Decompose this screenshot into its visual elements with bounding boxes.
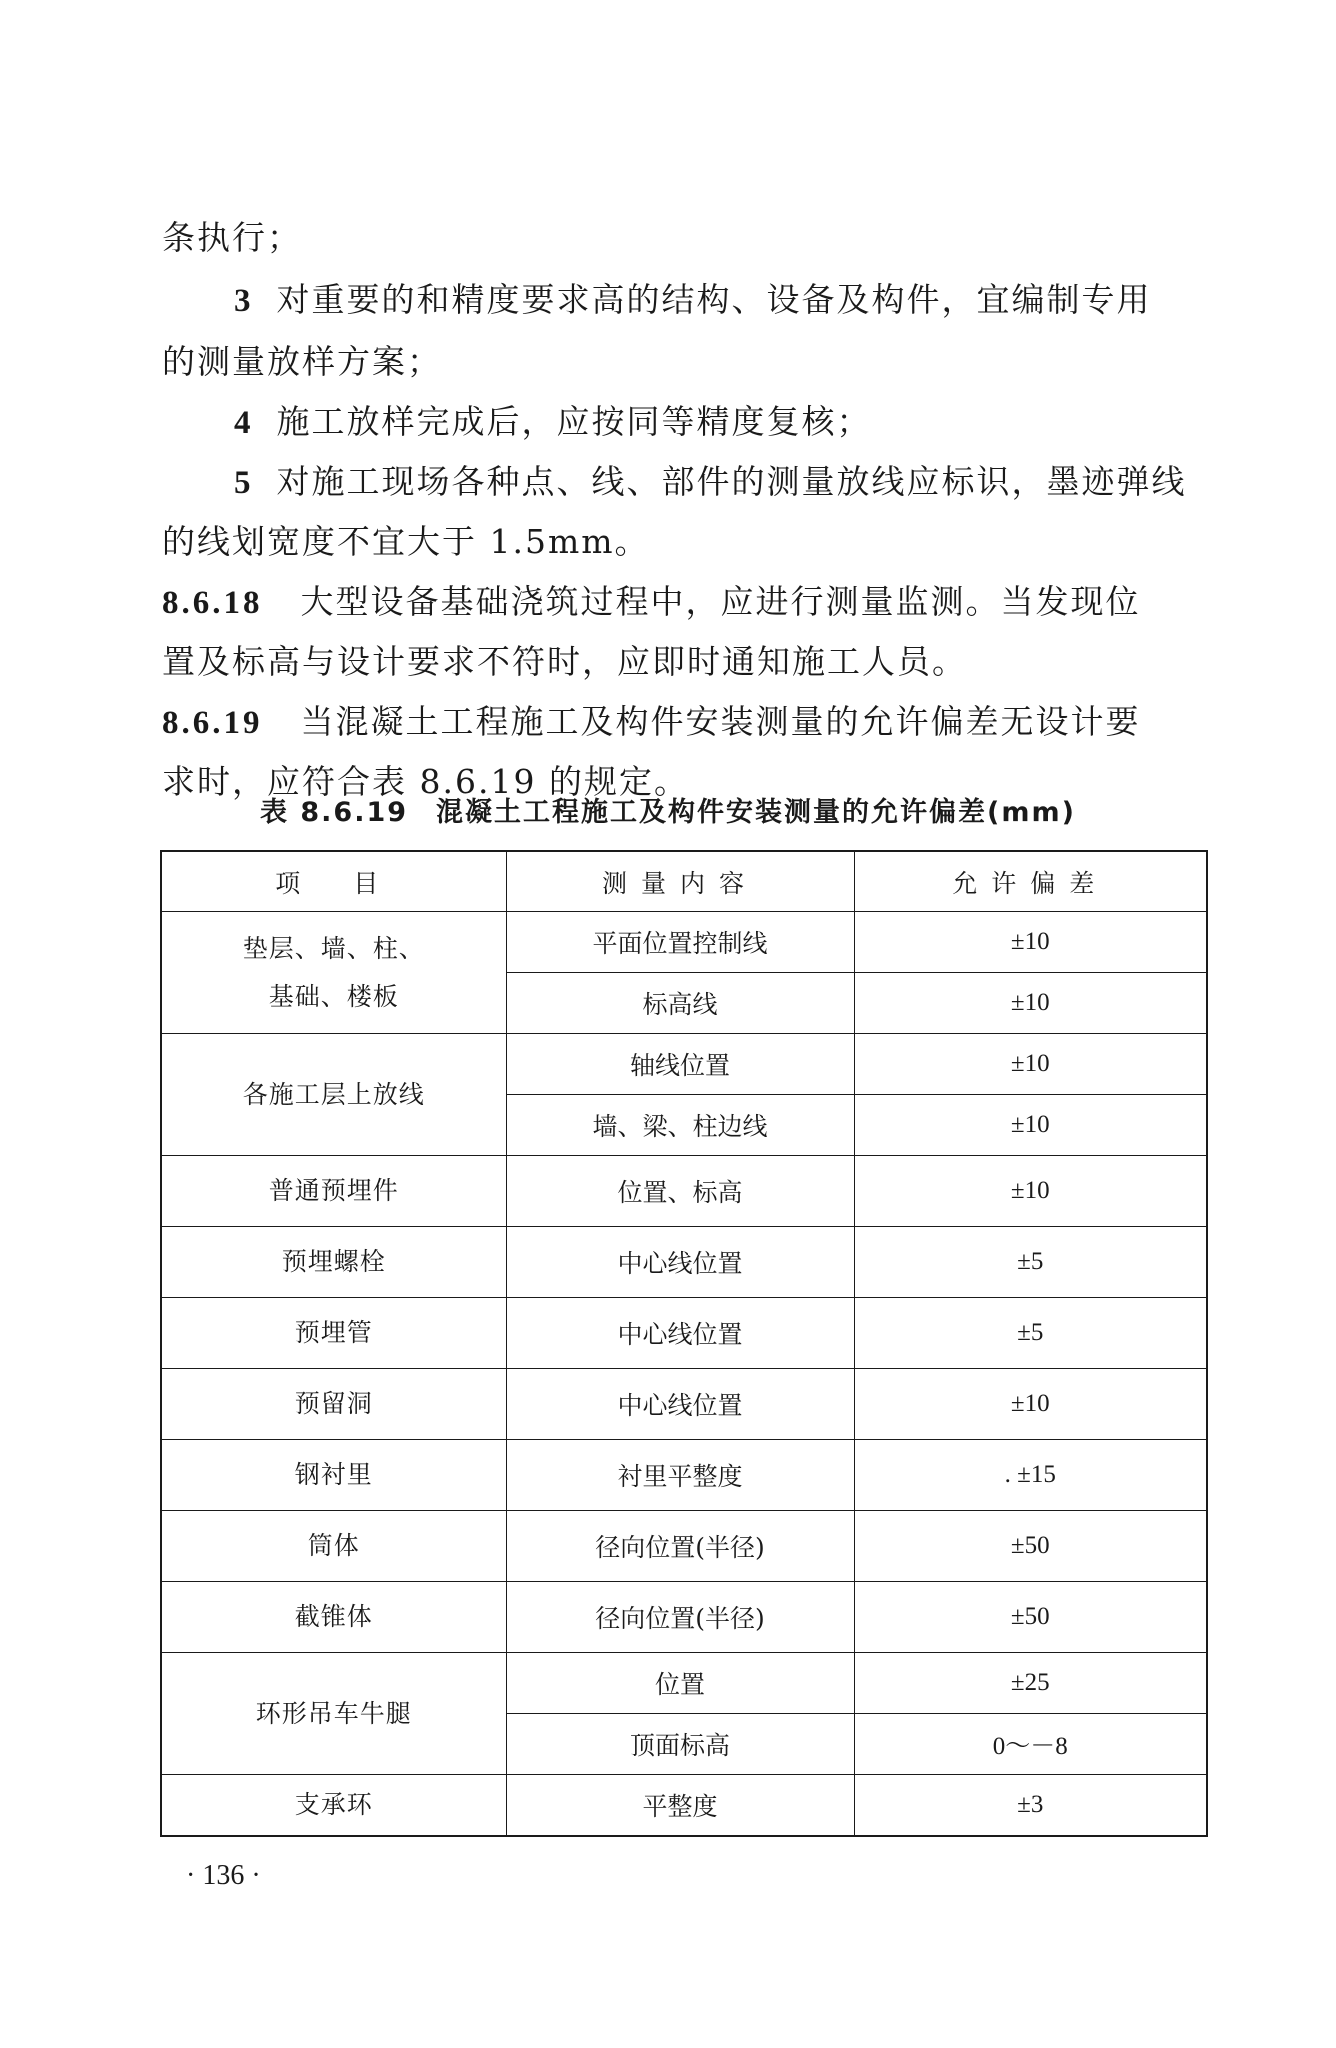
table-row	[161, 1156, 1207, 1227]
table-row	[161, 1298, 1207, 1369]
text-line-1: 条执行；	[162, 218, 302, 257]
table-row	[161, 1582, 1207, 1653]
table-row	[161, 912, 1207, 973]
content-cell: 标高线	[506, 973, 854, 1034]
item-cell: 预埋螺栓	[161, 1227, 506, 1298]
item-cell: 环形吊车牛腿	[161, 1653, 506, 1775]
content-cell: 平整度	[506, 1775, 854, 1837]
item-cell: 普通预埋件	[161, 1156, 506, 1227]
table-row	[161, 1653, 1207, 1714]
item-5: 5 对施工现场各种点、线、部件的测量放线应标识，墨迹弹线	[234, 462, 1187, 501]
content-cell: 径向位置(半径)	[506, 1582, 854, 1653]
table-row	[161, 1775, 1207, 1837]
content-cell: 墙、梁、柱边线	[506, 1095, 854, 1156]
clause-8-6-18-number: 8.6.18	[162, 585, 263, 621]
tolerance-cell: ±25	[854, 1653, 1207, 1714]
tolerance-cell: 0～－8	[854, 1714, 1207, 1775]
content-cell: 衬里平整度	[506, 1440, 854, 1511]
content-cell: 平面位置控制线	[506, 912, 854, 973]
table-row	[161, 1511, 1207, 1582]
content-cell: 顶面标高	[506, 1714, 854, 1775]
content-cell: 位置	[506, 1653, 854, 1714]
clause-8-6-19: 8.6.19 当混凝土工程施工及构件安装测量的允许偏差无设计要	[162, 702, 1141, 741]
item-cell: 支承环	[161, 1775, 506, 1837]
table-caption: 混凝土工程施工及构件安装测量的允许偏差(mm)	[436, 797, 1076, 828]
tolerance-cell: ±10	[854, 973, 1207, 1034]
item-cell: 垫层、墙、柱、 基础、楼板	[161, 912, 506, 1034]
tolerance-cell: ±3	[854, 1775, 1207, 1837]
content-cell: 轴线位置	[506, 1034, 854, 1095]
tolerance-cell: ±50	[854, 1511, 1207, 1582]
table-row	[161, 1369, 1207, 1440]
tolerance-cell: ±10	[854, 1095, 1207, 1156]
content-cell: 位置、标高	[506, 1156, 854, 1227]
content-cell: 中心线位置	[506, 1298, 854, 1369]
header-tolerance: 允许偏差	[854, 851, 1207, 912]
content-cell: 中心线位置	[506, 1227, 854, 1298]
tolerance-cell: ±50	[854, 1582, 1207, 1653]
table-row	[161, 1227, 1207, 1298]
item-cell: 预埋管	[161, 1298, 506, 1369]
tolerance-cell: ±10	[854, 1156, 1207, 1227]
table-number: 表 8.6.19	[259, 797, 409, 828]
item-4: 4 施工放样完成后，应按同等精度复核；	[234, 402, 872, 441]
item-cell: 预留洞	[161, 1369, 506, 1440]
table-row	[161, 1440, 1207, 1511]
item-3-number: 3	[234, 283, 253, 319]
tolerance-cell: ±10	[854, 1034, 1207, 1095]
clause-8-6-18: 8.6.18 大型设备基础浇筑过程中，应进行测量监测。当发现位	[162, 582, 1141, 621]
content-cell: 中心线位置	[506, 1369, 854, 1440]
tolerance-cell: ±5	[854, 1227, 1207, 1298]
tolerance-cell: ±10	[854, 912, 1207, 973]
item-cell: 截锥体	[161, 1582, 506, 1653]
item-3: 3 对重要的和精度要求高的结构、设备及构件，宜编制专用	[234, 280, 1152, 319]
content-cell: 径向位置(半径)	[506, 1511, 854, 1582]
tolerance-cell: ±5	[854, 1298, 1207, 1369]
item-5-continued: 的线划宽度不宜大于 1.5mm。	[162, 522, 650, 561]
item-cell: 钢衬里	[161, 1440, 506, 1511]
clause-8-6-19-continued: 求时，应符合表 8.6.19 的规定。	[162, 762, 689, 801]
item-5-number: 5	[234, 465, 253, 501]
item-cell: 筒体	[161, 1511, 506, 1582]
item-cell: 各施工层上放线	[161, 1034, 506, 1156]
table-row	[161, 1034, 1207, 1095]
item-4-number: 4	[234, 405, 253, 441]
clause-8-6-19-number: 8.6.19	[162, 705, 263, 741]
tolerance-table	[160, 850, 1208, 1837]
page-number: · 136 ·	[186, 1860, 261, 1891]
table-title	[0, 790, 1336, 829]
clause-8-6-18-continued: 置及标高与设计要求不符时，应即时通知施工人员。	[162, 642, 967, 681]
header-item: 项 目	[161, 851, 506, 912]
item-3-continued: 的测量放样方案；	[162, 342, 442, 381]
tolerance-cell: . ±15	[854, 1440, 1207, 1511]
tolerance-cell: ±10	[854, 1369, 1207, 1440]
header-content: 测量内容	[506, 851, 854, 912]
